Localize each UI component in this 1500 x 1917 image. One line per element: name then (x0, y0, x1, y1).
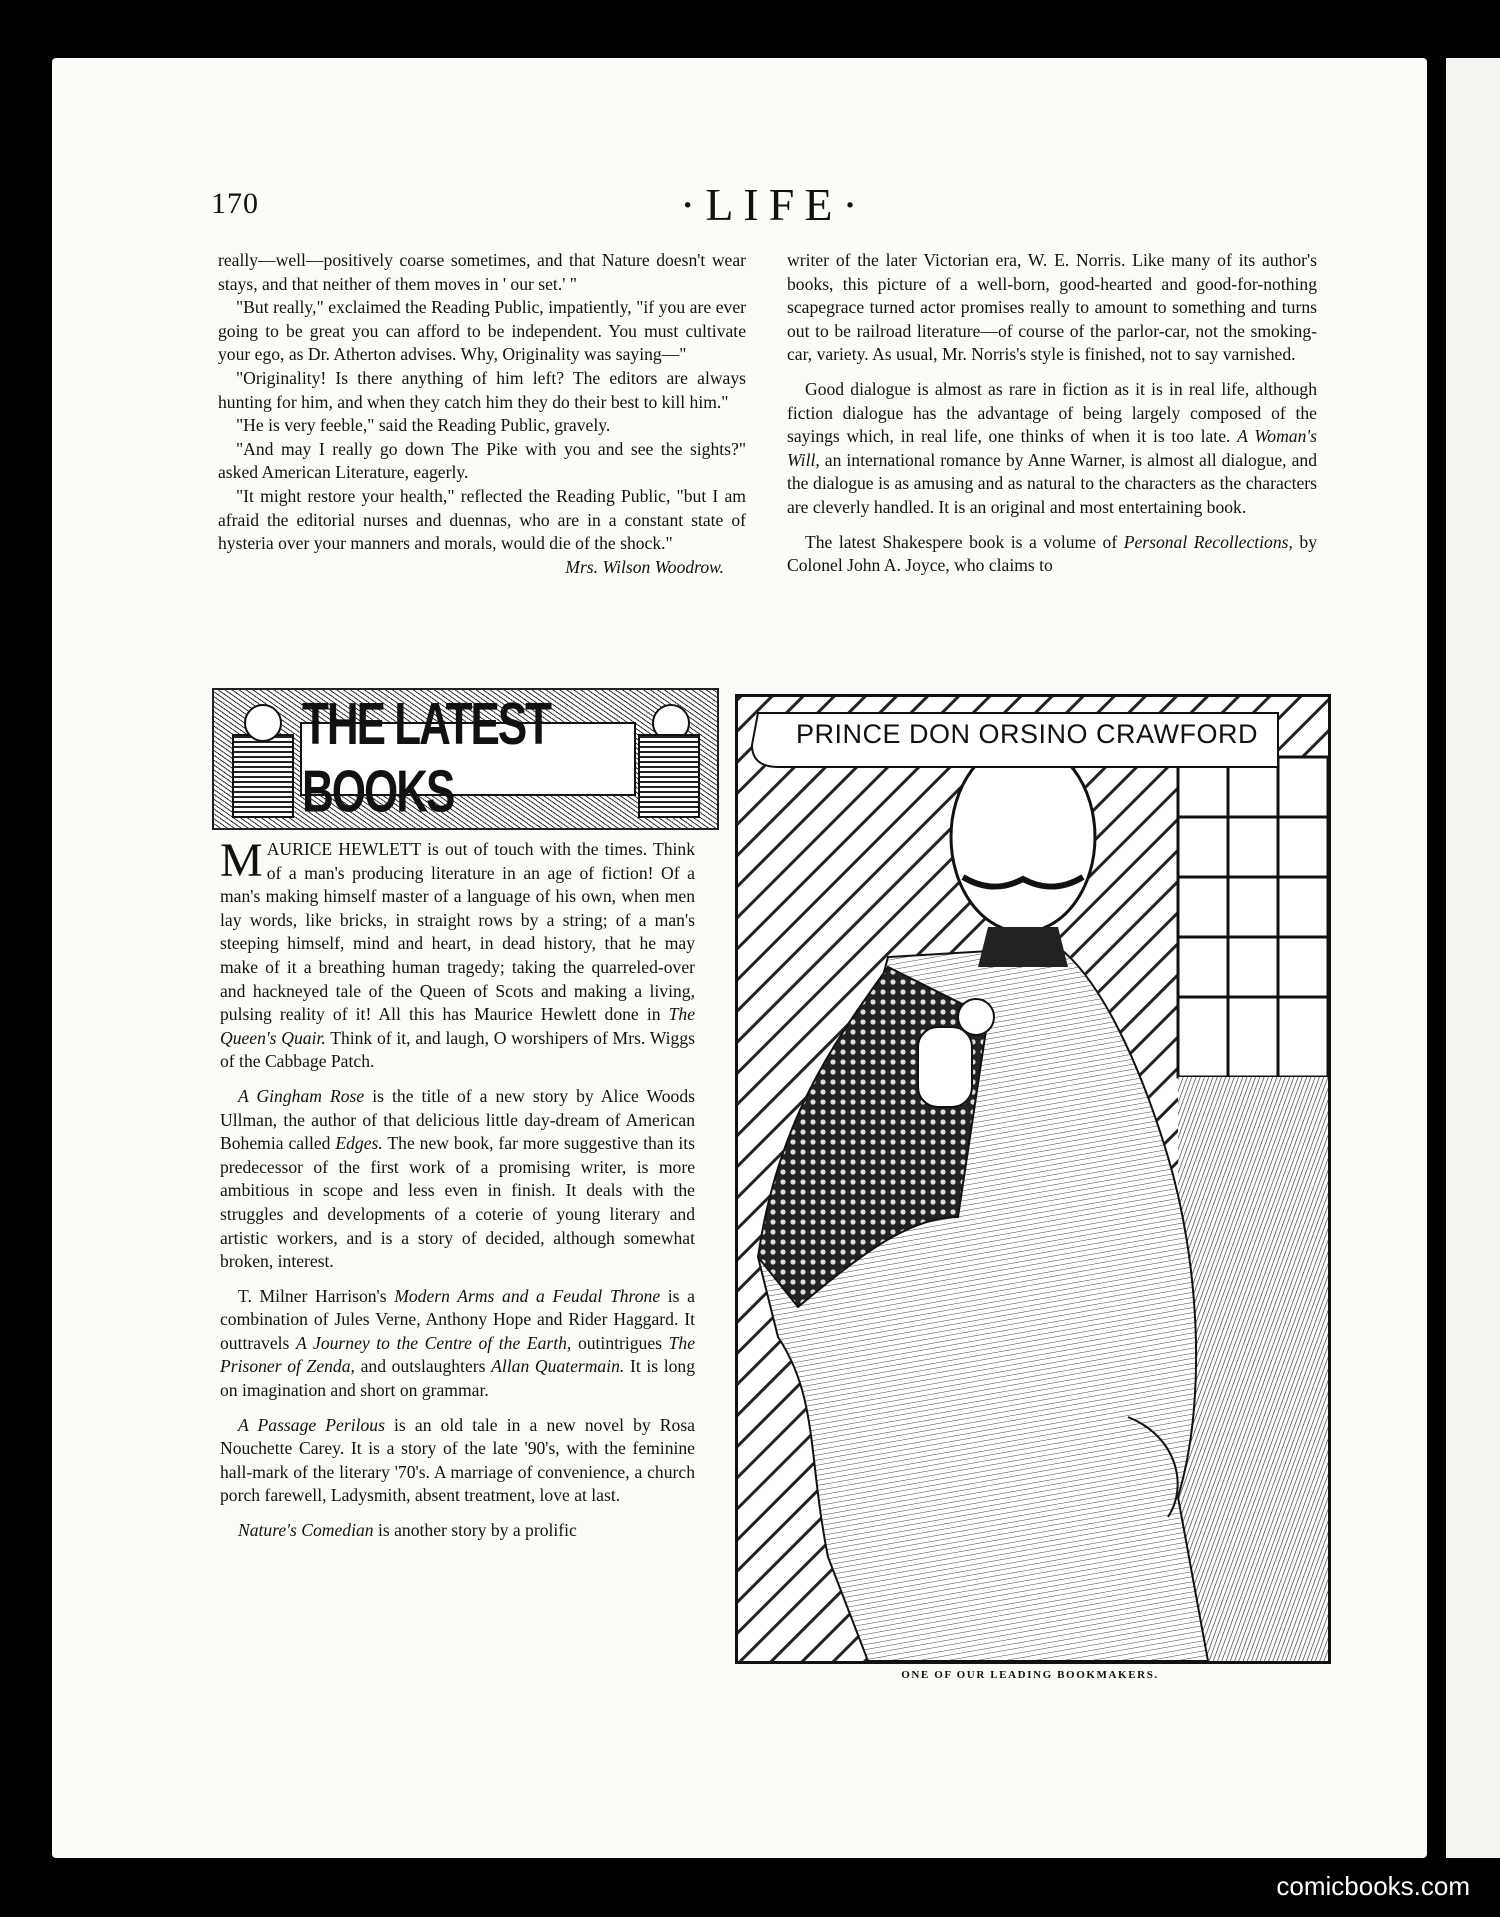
text-run: The new book, far more suggestive than its predecessor of the first work of a promising writer, is more ambitious in scope and less even in finish. It deals with the struggles and developments of a coterie of young literary and artistic workers, and is a story of decided, although somewhat broken, interest. (220, 1133, 695, 1272)
paragraph: "It might restore your health," reflected the Reading Public, "but I am afraid the editorial nurses and duennas, who are in a constant state of hysteria over your manners and morals, would die of the shock." (218, 485, 746, 554)
paragraph: "Originality! Is there anything of him left? The editors are always hunting for him, and when they catch him they do their best to kill him." (218, 367, 746, 412)
text-run: It is long on imagination and short on grammar. (220, 1356, 696, 1401)
scroll-label: PRINCE DON ORSINO CRAWFORD (795, 719, 1258, 749)
cherub-icon (244, 704, 282, 742)
paragraph (220, 834, 695, 1074)
masthead-title: ·LIFE· (680, 179, 868, 230)
book-title: Personal Recollections, (1123, 531, 1293, 552)
text-run: AURICE HEWLETT is out of touch with the times. Think of a man's producing literature in an age of fiction! Of a man's making himself master of a language of his own, when men lay words, like bricks, in straight rows by a string; of a man's steeping himself, mind and heart, in dead history, that he may make of it a breathing human tragedy; taking the quarreled-over and hackneyed tale of the Queen of Scots and making a living, pulsing reality of it! All this has Maurice Hewlett done in (220, 839, 695, 1025)
adjacent-page-edge (1446, 58, 1500, 1858)
site-watermark: comicbooks.com (1276, 1871, 1470, 1901)
paragraph: "But really," exclaimed the Reading Public, impatiently, "if you are ever going to be great you can afford to be independent. You must cultivate your ego, as Dr. Atherton advises. Why, Originality was saying—" (218, 297, 746, 365)
banner-title: THE LATEST BOOKS (302, 691, 551, 826)
text-run: an international romance by Anne Warner, is almost all dialogue, and the dialogue is as amusing and as natural to the characters as the characters are cleverly handled. It is an original and most entertaining book. (787, 449, 1317, 517)
text-run: is the title of a new story by Alice Woods Ullman, the author of that delicious little day-dream of American Bohemia called (220, 1085, 695, 1154)
text-run: and outslaughters (360, 1356, 486, 1377)
book-title: Modern Arms and a Feudal Throne (394, 1285, 661, 1306)
paragraph (220, 1285, 695, 1403)
book-title: A Passage Perilous (238, 1414, 385, 1435)
text-run: is another story by a prolific (377, 1520, 577, 1541)
text-run: by Colonel John A. Joyce, who claims to (787, 531, 1317, 576)
book-title: Edges. (335, 1133, 383, 1154)
left-top-column (218, 249, 746, 579)
book-title: A Gingham Rose (238, 1085, 365, 1106)
page-number: 170 (211, 187, 259, 220)
banner-title-box (300, 691, 636, 826)
open-book-icon (638, 734, 700, 818)
book-title: A Journey to the Centre of the Earth, (296, 1332, 572, 1353)
paragraph (220, 1085, 695, 1274)
paragraph: "And may I really go down The Pike with you and see the sights?" asked American Literature, eagerly. (218, 438, 746, 483)
text-run: is an old tale in a new novel by Rosa Nouchette Carey. It is a story of the late '90's, with the feminine hall-mark of the literary '70's. A marriage of convenience, a church porch farewell, Ladysmith, absent treatment, love at last. (220, 1414, 695, 1506)
text-run: The latest Shakespere book is a volume of (805, 531, 1118, 552)
book-title: A Woman's Will, (787, 426, 1317, 470)
text-run: Good dialogue is almost as rare in fiction as it is in real life, although fiction dialogue has the advantage of being largely composed of the sayings which, in real life, one thinks of when it is too late. (787, 378, 1317, 447)
book-title: The Prisoner of Zenda, (220, 1332, 696, 1377)
text-run: is a combination of Jules Verne, Anthony Hope and Rider Haggard. It outtravels (220, 1285, 695, 1353)
paragraph: writer of the later Victorian era, W. E. Norris. Like many of its author's books, this picture of a well-born, good-hearted and good-for-nothing scapegrace turned actor promises really to amount to something and turns out to be railroad literature—of course of the parlor-car, not the smoking-car, variety. As usual, Mr. Norris's style is finished, not to say varnished. (787, 250, 1317, 365)
book-title: Nature's Comedian (238, 1520, 374, 1541)
latest-books-banner (212, 688, 719, 830)
open-book-icon (232, 734, 294, 818)
paragraph (220, 1414, 695, 1508)
engraved-portrait (735, 694, 1331, 1664)
paragraph (787, 531, 1317, 578)
right-top-column (787, 249, 1317, 578)
paragraph (220, 1519, 695, 1543)
drop-cap: M (220, 834, 263, 887)
book-reviews-column (220, 834, 696, 1543)
illustration-caption: ONE OF OUR LEADING BOOKMAKERS. (901, 1669, 1159, 1681)
portrait-engraving (738, 697, 1328, 1661)
paragraph (787, 378, 1317, 520)
author-signature: Mrs. Wilson Woodrow. (565, 556, 724, 577)
paragraph: really—well—positively coarse sometimes, and that Nature doesn't wear stays, and that neither of them moves in ' our set.' " (218, 250, 746, 294)
book-title: The Queen's Quair. (220, 1004, 695, 1048)
text-run: Think of it, and laugh, O worshipers of Mrs. Wiggs of the Cabbage Patch. (220, 1027, 695, 1072)
text-run: outintrigues (577, 1332, 663, 1353)
book-title: Allan Quatermain. (491, 1356, 625, 1377)
paragraph: "He is very feeble," said the Reading Public, gravely. (236, 415, 611, 436)
text-run: T. Milner Harrison's (238, 1285, 387, 1306)
